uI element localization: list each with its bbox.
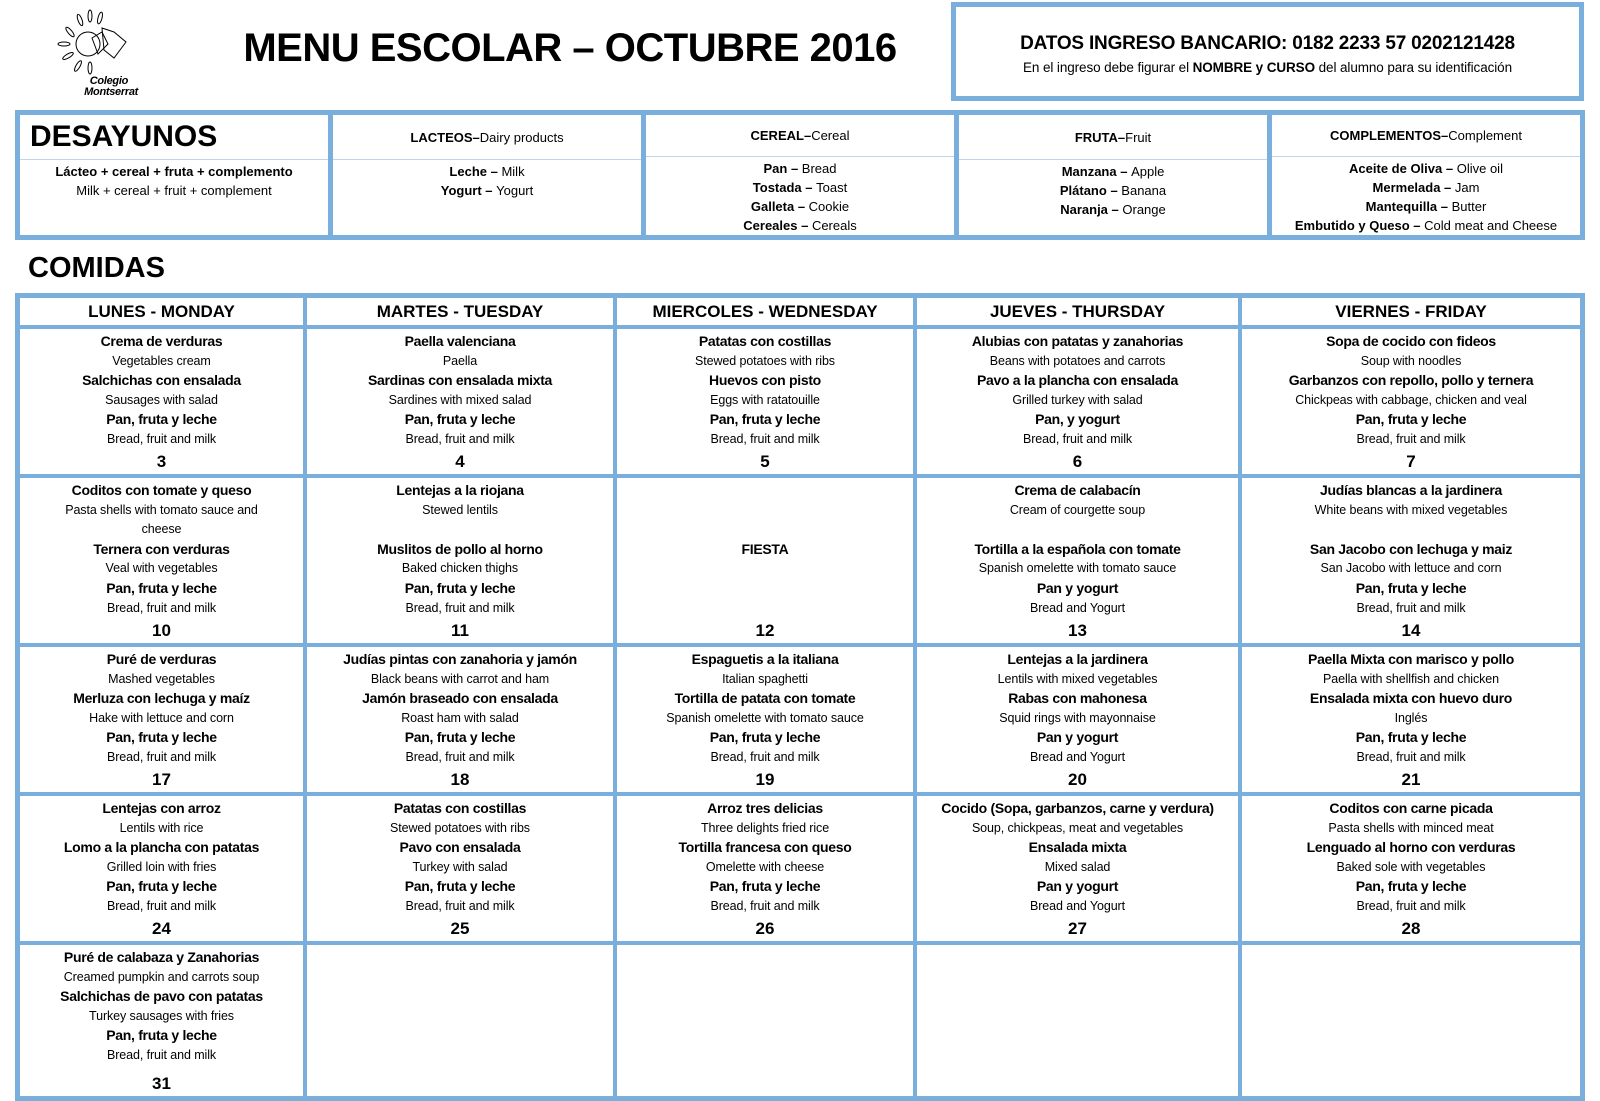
breakfast-table bbox=[15, 110, 1585, 240]
dish-translation: Pasta shells with tomato sauce and bbox=[65, 502, 258, 517]
dish-translation: Stewed lentils bbox=[422, 502, 498, 517]
dish-name: Jamón braseado con ensalada bbox=[362, 690, 558, 707]
breakfast-group-dairy-products bbox=[333, 115, 641, 235]
breakfast-group-items bbox=[1272, 157, 1580, 235]
dish-name: Pan, fruta y leche bbox=[404, 878, 516, 895]
item-en: Banana bbox=[1121, 183, 1167, 198]
dish-name: Pan, fruta y leche bbox=[106, 579, 217, 596]
dish-translation: Omelette with cheese bbox=[705, 859, 825, 874]
menu-day-cell bbox=[917, 329, 1238, 474]
dish-name: Pan, fruta y leche bbox=[1355, 729, 1467, 746]
menu-day-cell bbox=[617, 647, 913, 792]
dish-translation: Hake with lettuce and corn bbox=[89, 710, 234, 725]
dish-translation: Paella bbox=[442, 353, 478, 368]
item-dash: – bbox=[1440, 180, 1455, 195]
dish-name: Pan, y yogurt bbox=[1035, 411, 1120, 428]
logo-text bbox=[52, 76, 138, 98]
dish-translation: Lentils with rice bbox=[119, 820, 204, 835]
breakfast-summary-es: Lácteo + cereal + fruta + complemento bbox=[55, 164, 293, 179]
dish-name: Tortilla a la española con tomate bbox=[974, 540, 1181, 557]
dish-translation: Bread, fruit and milk bbox=[1022, 431, 1133, 446]
day-header: MIERCOLES - WEDNESDAY bbox=[617, 298, 913, 325]
day-number: 5 bbox=[760, 452, 770, 471]
item-es: Plátano bbox=[1059, 183, 1107, 198]
dish-translation: Bread, fruit and milk bbox=[710, 749, 820, 764]
menu-day-cell bbox=[1242, 647, 1580, 792]
dish-name: Salchichas de pavo con patatas bbox=[60, 988, 263, 1005]
dish-translation: Bread and Yogurt bbox=[1029, 749, 1125, 764]
breakfast-item bbox=[959, 200, 1267, 219]
day-number: 12 bbox=[755, 621, 775, 640]
dish-name: Pan y yogurt bbox=[1036, 579, 1119, 596]
breakfast-group-header bbox=[1272, 115, 1580, 157]
dish-translation: cheese bbox=[141, 522, 182, 537]
menu-day-cell bbox=[20, 478, 303, 643]
dish-name: Rabas con mahonesa bbox=[1008, 690, 1147, 707]
dish-translation: Veal with vegetables bbox=[105, 561, 218, 576]
breakfast-item bbox=[959, 181, 1267, 200]
item-dash: – bbox=[1107, 202, 1123, 217]
item-es: Pan bbox=[763, 161, 788, 176]
dish-name: Ternera con verduras bbox=[93, 540, 230, 557]
dish-translation: Spanish omelette with tomato sauce bbox=[978, 561, 1177, 576]
sun-logo-icon bbox=[52, 6, 138, 76]
item-es: Mermelada bbox=[1372, 180, 1441, 195]
item-en: Milk bbox=[501, 164, 525, 179]
dish-translation: Squid rings with mayonnaise bbox=[999, 710, 1156, 725]
group-name: COMPLEMENTOS bbox=[1330, 128, 1442, 143]
dish-name: Garbanzos con repollo, pollo y ternera bbox=[1288, 372, 1534, 389]
dish-translation: Sausages with salad bbox=[105, 392, 218, 407]
item-es: Mantequilla bbox=[1365, 199, 1438, 214]
item-es: Yogurt bbox=[440, 183, 482, 198]
dish-translation: Soup with noodles bbox=[1360, 353, 1462, 368]
item-es: Tostada bbox=[752, 180, 802, 195]
breakfast-group-items bbox=[646, 157, 954, 235]
menu-day-cell bbox=[1242, 329, 1580, 474]
day-header: VIERNES - FRIDAY bbox=[1242, 298, 1580, 325]
item-es: Aceite de Oliva bbox=[1349, 161, 1443, 176]
dish-name: Arroz tres delicias bbox=[707, 800, 823, 816]
dish-translation: Bread, fruit and milk bbox=[106, 749, 217, 764]
menu-day-cell bbox=[917, 478, 1238, 643]
dish-translation: Grilled turkey with salad bbox=[1012, 392, 1143, 407]
dish-name: Cocido (Sopa, garbanzos, carne y verdura) bbox=[941, 800, 1214, 816]
dish-name: Coditos con carne picada bbox=[1329, 800, 1493, 816]
breakfast-item bbox=[1272, 216, 1580, 235]
item-dash: – bbox=[1442, 161, 1457, 176]
dish-translation: Bread, fruit and milk bbox=[106, 600, 217, 615]
item-en: Cold meat and Cheese bbox=[1424, 218, 1558, 233]
dish-translation: Paella with shellfish and chicken bbox=[1323, 671, 1499, 686]
day-number: 6 bbox=[1072, 452, 1083, 471]
item-es: Leche bbox=[449, 164, 487, 179]
dish-translation: San Jacobo with lettuce and corn bbox=[1320, 561, 1502, 576]
dish-name: Pan y yogurt bbox=[1036, 729, 1119, 746]
group-name: FRUTA bbox=[1074, 129, 1118, 145]
dish-translation: Stewed potatoes with ribs bbox=[390, 820, 530, 835]
breakfast-summary bbox=[20, 115, 328, 235]
breakfast-group-items bbox=[959, 160, 1267, 219]
dish-translation: Bread, fruit and milk bbox=[405, 898, 515, 913]
dish-translation: Italian spaghetti bbox=[722, 671, 808, 686]
menu-day-cell bbox=[20, 796, 303, 941]
dish-translation: Beans with potatoes and carrots bbox=[989, 353, 1166, 368]
breakfast-item bbox=[646, 178, 954, 197]
dish-translation: Bread, fruit and milk bbox=[106, 898, 217, 913]
item-en: Bread bbox=[801, 161, 837, 176]
dish-translation: Bread, fruit and milk bbox=[1356, 431, 1466, 446]
item-es: Cereales bbox=[743, 218, 802, 233]
dish-translation: Bread, fruit and milk bbox=[1356, 600, 1466, 615]
dish-name: Coditos con tomate y queso bbox=[71, 482, 252, 498]
day-number: 24 bbox=[152, 919, 171, 938]
day-number: 26 bbox=[755, 919, 775, 938]
day-number: 17 bbox=[152, 770, 171, 789]
dish-name: Pan, fruta y leche bbox=[106, 1027, 217, 1044]
breakfast-item bbox=[333, 162, 641, 181]
group-name-en: Complement bbox=[1448, 128, 1522, 143]
breakfast-item bbox=[959, 162, 1267, 181]
breakfast-item bbox=[646, 197, 954, 216]
dish-name: Sardinas con ensalada mixta bbox=[367, 372, 553, 389]
group-dash: – bbox=[1441, 128, 1449, 143]
dish-name: Paella valenciana bbox=[404, 333, 516, 349]
empty-cell bbox=[617, 945, 913, 1096]
dish-name: Pan, fruta y leche bbox=[1355, 579, 1467, 596]
dish-name: Lomo a la plancha con patatas bbox=[63, 839, 260, 856]
dish-name: Espaguetis a la italiana bbox=[691, 651, 839, 667]
dish-name: Tortilla francesa con queso bbox=[678, 839, 852, 856]
dish-translation: Stewed potatoes with ribs bbox=[695, 353, 835, 368]
dish-name: Merluza con lechuga y maíz bbox=[73, 690, 250, 707]
menu-day-cell bbox=[307, 796, 613, 941]
dish-translation: Spanish omelette with tomato sauce bbox=[666, 710, 864, 725]
group-name-en: Dairy products bbox=[479, 129, 564, 145]
dish-name: Puré de calabaza y Zanahorias bbox=[63, 949, 260, 965]
dish-name: Lenguado al horno con verduras bbox=[1306, 839, 1516, 856]
dish-translation: Inglés bbox=[1394, 710, 1428, 725]
dish-translation: Sardines with mixed salad bbox=[388, 392, 532, 407]
dish-name: Lentejas a la riojana bbox=[396, 482, 524, 498]
dish-name: Pan, fruta y leche bbox=[106, 878, 217, 895]
day-number: 20 bbox=[1068, 770, 1087, 789]
day-number: 28 bbox=[1401, 919, 1421, 938]
dish-name: Lentejas con arroz bbox=[102, 800, 221, 816]
item-dash: – bbox=[797, 199, 809, 214]
dish-translation: Lentils with mixed vegetables bbox=[997, 671, 1158, 686]
menu-day-cell bbox=[307, 478, 613, 643]
breakfast-group-header bbox=[959, 115, 1267, 160]
menu-day-cell bbox=[307, 329, 613, 474]
day-header: JUEVES - THURSDAY bbox=[917, 298, 1238, 325]
dish-translation bbox=[1074, 520, 1082, 540]
item-dash: – bbox=[487, 164, 502, 179]
breakfast-item bbox=[333, 181, 641, 200]
item-en: Cereals bbox=[811, 218, 857, 233]
dish-name: San Jacobo con lechuga y maiz bbox=[1309, 540, 1513, 557]
dish-name: Alubias con patatas y zanahorias bbox=[971, 333, 1184, 349]
lunch-calendar bbox=[15, 293, 1585, 1101]
breakfast-group-items bbox=[333, 160, 641, 200]
dish-translation: Baked sole with vegetables bbox=[1336, 859, 1486, 874]
breakfast-group-fruit bbox=[959, 115, 1267, 235]
dish-name: Pan, fruta y leche bbox=[404, 579, 516, 596]
dish-name: FIESTA bbox=[741, 540, 789, 557]
dish-translation: Baked chicken thighs bbox=[401, 561, 519, 576]
dish-name: Ensalada mixta con huevo duro bbox=[1309, 690, 1513, 707]
breakfast-group-header bbox=[646, 115, 954, 157]
dish-name: Pan, fruta y leche bbox=[1355, 878, 1467, 895]
dish-translation bbox=[761, 481, 769, 501]
menu-day-cell bbox=[917, 647, 1238, 792]
day-number: 18 bbox=[450, 770, 470, 789]
dish-name: Lentejas a la jardinera bbox=[1007, 651, 1148, 667]
item-dash: – bbox=[801, 180, 817, 195]
dish-translation: Grilled loin with fries bbox=[106, 859, 217, 874]
group-dash: – bbox=[1117, 129, 1126, 145]
item-en: Toast bbox=[816, 180, 848, 195]
dish-translation: Black beans with carrot and ham bbox=[370, 671, 550, 686]
day-number: 14 bbox=[1401, 621, 1421, 640]
item-es: Naranja bbox=[1060, 202, 1108, 217]
bank-note-bold: NOMBRE y CURSO bbox=[1192, 60, 1315, 75]
item-dash: – bbox=[1116, 164, 1132, 179]
dish-translation: Bread, fruit and milk bbox=[405, 431, 515, 446]
day-number: 4 bbox=[455, 452, 465, 471]
day-number: 11 bbox=[451, 621, 469, 640]
bank-note bbox=[956, 60, 1579, 75]
empty-cell bbox=[307, 945, 613, 1096]
dish-translation: Bread, fruit and milk bbox=[405, 600, 515, 615]
menu-day-cell bbox=[20, 647, 303, 792]
item-es: Manzana bbox=[1061, 164, 1117, 179]
dish-translation: Chickpeas with cabbage, chicken and veal bbox=[1295, 392, 1527, 407]
breakfast-item bbox=[646, 159, 954, 178]
item-dash: – bbox=[787, 161, 802, 176]
dish-translation: Vegetables cream bbox=[112, 353, 211, 368]
bank-note-pre: En el ingreso debe figurar el bbox=[1023, 60, 1193, 75]
dish-name: Pan, fruta y leche bbox=[106, 411, 217, 428]
item-es: Embutido y Queso bbox=[1294, 218, 1410, 233]
dish-name: Judías pintas con zanahoria y jamón bbox=[343, 651, 577, 667]
day-number: 27 bbox=[1068, 919, 1087, 938]
day-number: 19 bbox=[755, 770, 775, 789]
item-en: Yogurt bbox=[496, 183, 534, 198]
dish-translation: Bread, fruit and milk bbox=[106, 431, 217, 446]
dish-name: Pan, fruta y leche bbox=[709, 729, 821, 746]
dish-translation bbox=[761, 501, 769, 521]
dish-name: Muslitos de pollo al horno bbox=[377, 540, 543, 557]
day-number: 13 bbox=[1068, 621, 1087, 640]
breakfast-item bbox=[646, 216, 954, 235]
day-number: 3 bbox=[156, 452, 167, 471]
dish-name: Pavo a la plancha con ensalada bbox=[976, 372, 1179, 389]
dish-translation: Mashed vegetables bbox=[108, 671, 215, 686]
school-logo bbox=[52, 6, 138, 102]
dish-translation: Eggs with ratatouille bbox=[710, 392, 820, 407]
dish-translation: Mixed salad bbox=[1044, 859, 1111, 874]
dish-translation: Turkey with salad bbox=[412, 859, 508, 874]
breakfast-group-complement bbox=[1272, 115, 1580, 235]
dish-name: Pan y yogurt bbox=[1036, 878, 1119, 895]
item-dash: – bbox=[1409, 218, 1425, 233]
dish-translation: Pasta shells with minced meat bbox=[1328, 820, 1494, 835]
dish-name: Crema de calabacín bbox=[1014, 482, 1141, 498]
dish-translation: Cream of courgette soup bbox=[1009, 502, 1146, 517]
item-dash: – bbox=[481, 183, 497, 198]
group-name-en: Fruit bbox=[1125, 129, 1152, 145]
page-title: MENU ESCOLAR – OCTUBRE 2016 bbox=[243, 26, 897, 70]
dish-translation: Soup, chickpeas, meat and vegetables bbox=[971, 820, 1184, 835]
bank-details-box bbox=[951, 2, 1584, 101]
item-es: Galleta bbox=[750, 199, 798, 214]
dish-translation: Bread, fruit and milk bbox=[710, 898, 820, 913]
menu-day-cell bbox=[617, 329, 913, 474]
item-en: Apple bbox=[1131, 164, 1165, 179]
group-dash: – bbox=[803, 128, 812, 143]
breakfast-group-cereal bbox=[646, 115, 954, 235]
dish-translation: Creamed pumpkin and carrots soup bbox=[63, 969, 260, 984]
item-en: Jam bbox=[1454, 180, 1480, 195]
dish-translation: Bread, fruit and milk bbox=[405, 749, 515, 764]
item-dash: – bbox=[801, 218, 812, 233]
item-en: Cookie bbox=[808, 199, 850, 214]
dish-translation bbox=[456, 520, 464, 540]
dish-translation: Bread, fruit and milk bbox=[1356, 898, 1466, 913]
dish-translation: Bread, fruit and milk bbox=[106, 1047, 217, 1062]
dish-name: Pan, fruta y leche bbox=[709, 878, 821, 895]
day-number: 21 bbox=[1401, 770, 1421, 789]
dish-translation: Roast ham with salad bbox=[401, 710, 519, 725]
item-dash: – bbox=[1437, 199, 1452, 214]
dish-translation: Bread, fruit and milk bbox=[710, 431, 820, 446]
dish-name: Sopa de cocido con fideos bbox=[1326, 333, 1496, 349]
dish-name: Pan, fruta y leche bbox=[106, 729, 217, 746]
breakfast-item bbox=[1272, 178, 1580, 197]
logo-line2: Montserrat bbox=[84, 86, 138, 98]
breakfast-item bbox=[1272, 159, 1580, 178]
group-name: LACTEOS bbox=[410, 129, 473, 145]
breakfast-item bbox=[1272, 197, 1580, 216]
logo-line1: Colegio bbox=[89, 75, 128, 87]
dish-name: Pan, fruta y leche bbox=[404, 729, 516, 746]
menu-day-cell bbox=[20, 945, 303, 1096]
breakfast-summary-en: Milk + cereal + fruit + complement bbox=[76, 183, 272, 198]
day-number: 25 bbox=[450, 919, 470, 938]
menu-day-cell bbox=[617, 796, 913, 941]
day-number: 31 bbox=[152, 1074, 171, 1093]
day-number: 10 bbox=[152, 621, 171, 640]
menu-day-cell bbox=[1242, 478, 1580, 643]
day-header: LUNES - MONDAY bbox=[20, 298, 303, 325]
lunch-title: COMIDAS bbox=[28, 252, 165, 284]
dish-name: Pan, fruta y leche bbox=[1355, 411, 1467, 428]
dish-name: Pan, fruta y leche bbox=[709, 411, 821, 428]
dish-name: Paella Mixta con marisco y pollo bbox=[1308, 651, 1514, 667]
group-dash: – bbox=[472, 129, 480, 145]
dish-name: Puré de verduras bbox=[106, 651, 217, 667]
item-en: Orange bbox=[1122, 202, 1166, 217]
breakfast-group-header bbox=[333, 115, 641, 160]
empty-cell bbox=[917, 945, 1238, 1096]
dish-translation: Bread and Yogurt bbox=[1029, 600, 1125, 615]
dish-name: Crema de verduras bbox=[100, 333, 223, 349]
menu-day-cell bbox=[1242, 796, 1580, 941]
dish-name: Pavo con ensalada bbox=[399, 839, 521, 856]
dish-translation: Turkey sausages with fries bbox=[89, 1008, 234, 1023]
dish-name: Tortilla de patata con tomate bbox=[674, 690, 856, 707]
dish-translation bbox=[1407, 520, 1415, 540]
item-en: Olive oil bbox=[1456, 161, 1503, 176]
group-name-en: Cereal bbox=[811, 128, 850, 143]
bank-heading: DATOS INGRESO BANCARIO: 0182 2233 57 0202121428 bbox=[1020, 33, 1515, 54]
dish-name: Patatas con costillas bbox=[698, 333, 832, 349]
dish-translation: Bread and Yogurt bbox=[1029, 898, 1125, 913]
day-number: 7 bbox=[1406, 452, 1416, 471]
bank-note-post: del alumno para su identificación bbox=[1315, 60, 1512, 75]
item-en: Butter bbox=[1451, 199, 1487, 214]
dish-translation bbox=[761, 520, 769, 540]
dish-name: Judías blancas a la jardinera bbox=[1320, 482, 1502, 498]
dish-name: Ensalada mixta bbox=[1028, 839, 1127, 856]
dish-name: Salchichas con ensalada bbox=[82, 372, 241, 389]
empty-cell bbox=[1242, 945, 1580, 1096]
menu-day-cell bbox=[20, 329, 303, 474]
dish-translation: Three delights fried rice bbox=[700, 820, 830, 835]
menu-day-cell bbox=[617, 478, 913, 643]
dish-translation: White beans with mixed vegetables bbox=[1314, 502, 1508, 517]
day-header: MARTES - TUESDAY bbox=[307, 298, 613, 325]
dish-name: Patatas con costillas bbox=[393, 800, 527, 816]
dish-name: Huevos con pisto bbox=[709, 372, 821, 389]
dish-translation: Bread, fruit and milk bbox=[1356, 749, 1466, 764]
breakfast-title: DESAYUNOS bbox=[20, 115, 328, 160]
menu-day-cell bbox=[917, 796, 1238, 941]
item-dash: – bbox=[1106, 183, 1122, 198]
dish-name: Pan, fruta y leche bbox=[404, 411, 516, 428]
group-name: CEREAL bbox=[750, 128, 804, 143]
menu-day-cell bbox=[307, 647, 613, 792]
